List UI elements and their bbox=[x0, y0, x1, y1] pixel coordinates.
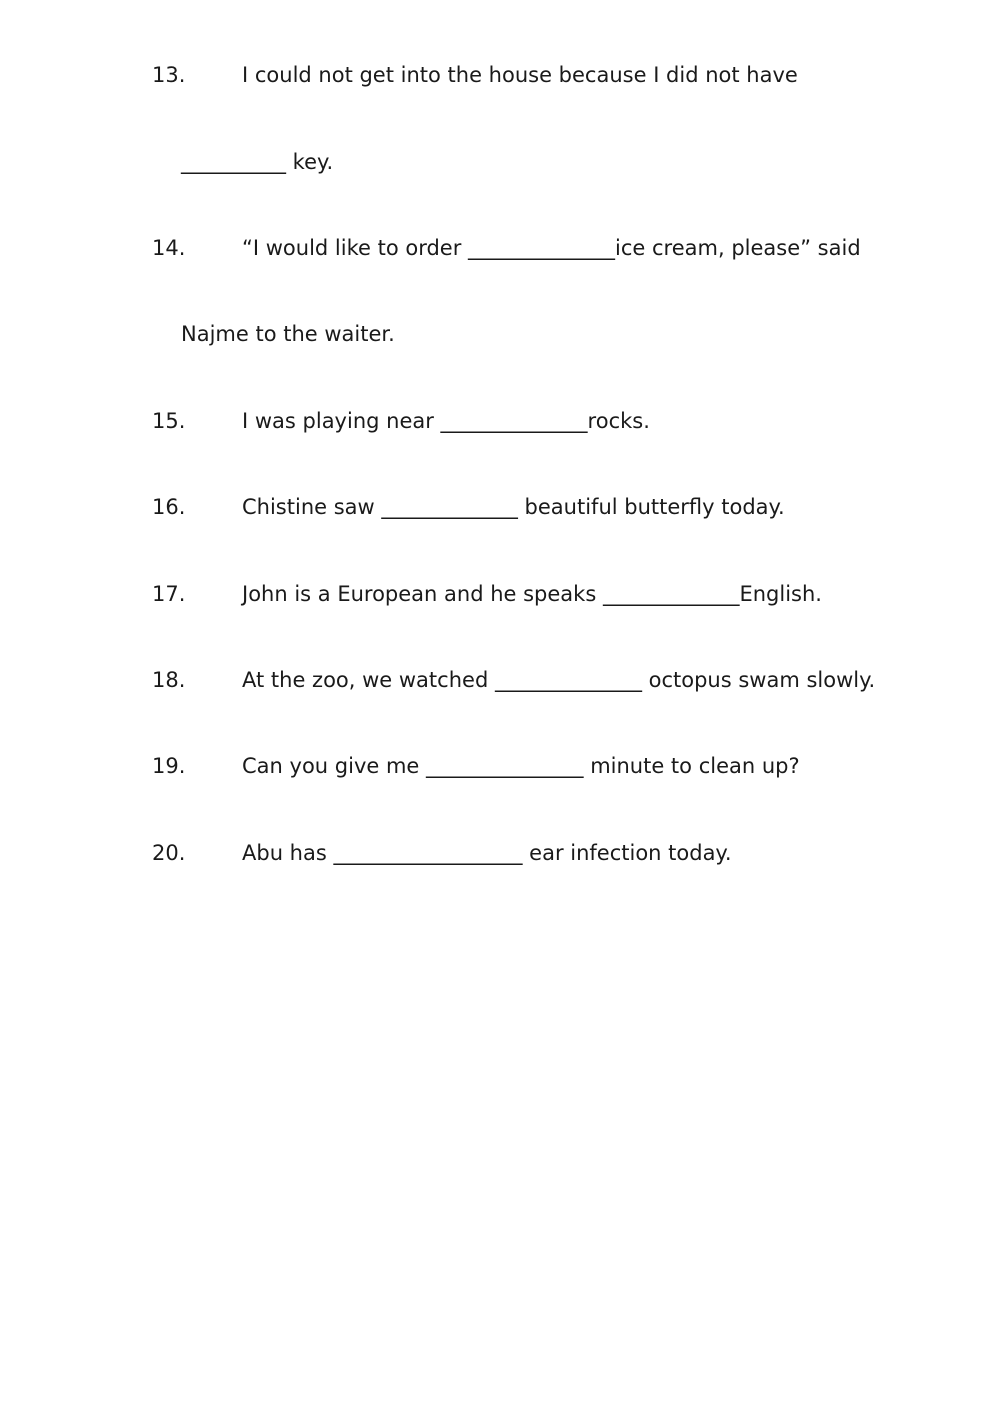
question-text: I could not get into the house because I did not have bbox=[242, 63, 798, 87]
question-text: At the zoo, we watched ______________ octopus swam slowly. bbox=[242, 668, 876, 692]
question-number: 16. bbox=[152, 495, 186, 519]
question-text: Chistine saw _____________ beautiful butterfly today. bbox=[242, 495, 785, 519]
question-text: Can you give me _______________ minute to clean up? bbox=[242, 754, 800, 778]
question-text: Abu has __________________ ear infection today. bbox=[242, 841, 732, 865]
question-number: 18. bbox=[152, 668, 186, 692]
question-text: John is a European and he speaks _____________English. bbox=[242, 582, 822, 606]
question-text: I was playing near ______________rocks. bbox=[242, 409, 650, 433]
question-text: “I would like to order ______________ice cream, please” said bbox=[242, 236, 861, 260]
question-number: 20. bbox=[152, 841, 186, 865]
question-number: 15. bbox=[152, 409, 186, 433]
question-text-continuation: __________ key. bbox=[181, 150, 334, 174]
question-number: 14. bbox=[152, 236, 186, 260]
question-text-continuation: Najme to the waiter. bbox=[181, 322, 395, 346]
question-number: 19. bbox=[152, 754, 186, 778]
question-number: 17. bbox=[152, 582, 186, 606]
question-number: 13. bbox=[152, 63, 186, 87]
